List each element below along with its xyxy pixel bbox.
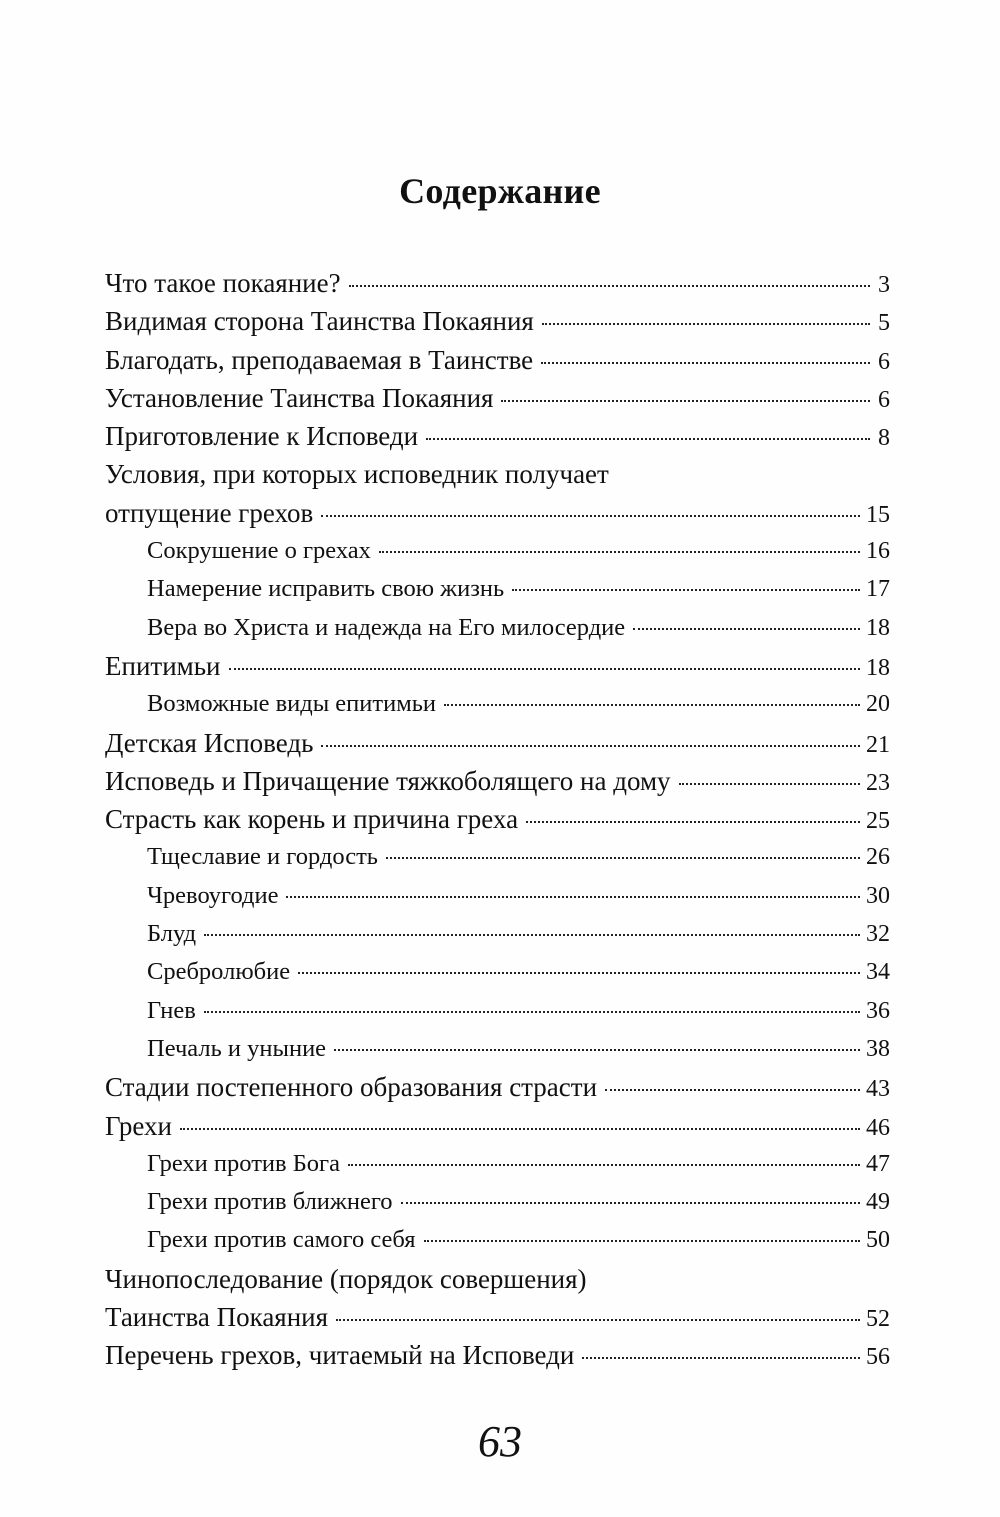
- toc-entry[interactable]: [105, 379, 890, 417]
- toc-entry-title: Чревоугодие: [147, 881, 279, 909]
- toc-entry-row: [105, 953, 890, 991]
- toc-entry-page: 52: [866, 1306, 890, 1333]
- toc-entry-row: [105, 379, 890, 417]
- dot-leader: [501, 400, 870, 402]
- toc-entry[interactable]: [105, 1107, 890, 1145]
- toc-entry-row: [105, 877, 890, 915]
- toc-entry-row: [105, 1107, 890, 1145]
- toc-entry-page: 36: [866, 997, 890, 1024]
- toc-entry[interactable]: [105, 724, 890, 762]
- toc-entry-row: [105, 1145, 890, 1183]
- page-number: 63: [478, 1417, 522, 1466]
- dot-leader: [426, 438, 870, 440]
- dot-leader: [541, 362, 870, 364]
- toc-entry[interactable]: [105, 1068, 890, 1106]
- toc-entry-row: [105, 800, 890, 838]
- toc-entry-row: [105, 532, 890, 570]
- toc-entry-page: 6: [878, 348, 890, 375]
- toc-entry[interactable]: [105, 953, 890, 991]
- toc-entry-page: 5: [878, 310, 890, 337]
- toc-entry-title: Исповедь и Причащение тяжкоболящего на дому: [105, 765, 671, 796]
- toc-entry[interactable]: [105, 1183, 890, 1221]
- toc-entry-title: Установление Таинства Покаяния: [105, 382, 494, 413]
- toc-entry-page: 32: [866, 921, 890, 948]
- toc-entry-page: 43: [866, 1076, 890, 1103]
- toc-entry-row: [105, 1298, 890, 1336]
- dot-leader: [321, 745, 860, 747]
- toc-entry-row: [105, 1068, 890, 1106]
- toc-entry-page: 47: [866, 1150, 890, 1177]
- toc-entry-page: 8: [878, 425, 890, 452]
- toc-entry-row: [105, 609, 890, 647]
- dot-leader: [334, 1049, 860, 1051]
- dot-leader: [679, 783, 860, 785]
- toc-entry[interactable]: [105, 647, 890, 685]
- toc-entry[interactable]: [105, 455, 890, 532]
- dot-leader: [526, 821, 860, 823]
- toc-entry-row: [105, 762, 890, 800]
- toc-entry-title: Грехи против Бога: [147, 1149, 340, 1177]
- dot-leader: [180, 1128, 860, 1130]
- toc-entry[interactable]: [105, 570, 890, 608]
- toc-entry-title: Перечень грехов, читаемый на Исповеди: [105, 1340, 575, 1371]
- toc-entry-row: [105, 570, 890, 608]
- dot-leader: [386, 857, 860, 859]
- toc-entry-row: [105, 417, 890, 455]
- toc-entry-page: 3: [878, 272, 890, 298]
- dot-leader: [424, 1240, 861, 1242]
- toc-entry-page: 30: [866, 882, 890, 909]
- toc-entry-title: Грехи: [105, 1110, 172, 1141]
- toc-entry[interactable]: [105, 992, 890, 1030]
- toc-entry[interactable]: [105, 800, 890, 838]
- toc-entry-row: [105, 647, 890, 685]
- dot-leader: [286, 896, 860, 898]
- toc-entry[interactable]: [105, 1030, 890, 1068]
- toc-entry[interactable]: [105, 341, 890, 379]
- toc-entry-title: Детская Исповедь: [105, 727, 314, 758]
- dot-leader: [379, 551, 860, 553]
- dot-leader: [401, 1202, 860, 1204]
- toc-entry-title: Что такое покаяние?: [105, 268, 341, 298]
- toc-entry-title: Видимая сторона Таинства Покаяния: [105, 306, 534, 337]
- toc-entry-title: Сребролюбие: [147, 958, 291, 986]
- toc-entry-title-line1: Условия, при которых исповедник получает: [105, 459, 609, 490]
- toc-entry-page: 23: [866, 769, 890, 796]
- dot-leader: [444, 704, 860, 706]
- toc-entry-title: Епитимьи: [105, 650, 221, 681]
- toc-entry-row: [105, 1030, 890, 1068]
- toc-entry-title: Таинства Покаяния: [105, 1302, 329, 1333]
- toc-entry-row: [105, 724, 890, 762]
- toc-entry-row: [105, 685, 890, 723]
- dot-leader: [633, 628, 860, 630]
- dot-leader: [229, 668, 861, 670]
- toc-entry-row: [105, 341, 890, 379]
- toc-entry-title: Возможные виды епитимьи: [147, 690, 436, 718]
- toc-entry[interactable]: [105, 1336, 890, 1374]
- toc-entry-page: 18: [866, 654, 890, 681]
- toc-entry-row: [105, 1336, 890, 1374]
- toc-entry-page: 16: [866, 538, 890, 565]
- dot-leader: [542, 323, 870, 325]
- dot-leader: [321, 515, 860, 517]
- toc-entry-page: 38: [866, 1035, 890, 1062]
- toc-entry-title: отпущение грехов: [105, 497, 314, 528]
- dot-leader: [605, 1089, 860, 1091]
- toc-entry-page: 21: [866, 731, 890, 758]
- dot-leader: [298, 972, 860, 974]
- toc-entry-title: Приготовление к Исповеди: [105, 421, 419, 452]
- page-title: Содержание: [399, 171, 601, 211]
- toc-entry-row: [105, 1183, 890, 1221]
- toc-entry-row: [105, 302, 890, 340]
- toc-entry-row: [105, 494, 890, 532]
- toc-entry-title: Гнев: [147, 996, 196, 1024]
- toc-entry-title: Печаль и уныние: [147, 1034, 327, 1062]
- dot-leader: [582, 1357, 860, 1359]
- toc-entry[interactable]: [105, 1145, 890, 1183]
- table-of-contents: [105, 264, 890, 1375]
- toc-entry-row: [105, 915, 890, 953]
- toc-entry-title: Грехи против самого себя: [147, 1226, 416, 1254]
- toc-entry[interactable]: [105, 609, 890, 647]
- toc-entry[interactable]: [105, 685, 890, 723]
- toc-entry-title: Тщеславие и гордость: [147, 843, 378, 871]
- toc-entry-row: [105, 992, 890, 1030]
- dot-leader: [204, 1011, 860, 1013]
- dot-leader: [204, 934, 860, 936]
- toc-entry-title: Намерение исправить свою жизнь: [147, 575, 505, 603]
- toc-entry-row: [105, 264, 890, 302]
- toc-entry-title: Страсть как корень и причина греха: [105, 804, 519, 835]
- toc-entry-row: [105, 1221, 890, 1259]
- toc-entry[interactable]: [105, 1260, 890, 1337]
- toc-entry-page: 6: [878, 386, 890, 413]
- toc-entry[interactable]: [105, 417, 890, 455]
- toc-entry-row: [105, 838, 890, 876]
- toc-entry[interactable]: [105, 877, 890, 915]
- toc-entry-title: Сокрушение о грехах: [147, 537, 371, 565]
- dot-leader: [512, 589, 860, 591]
- toc-entry[interactable]: [105, 915, 890, 953]
- toc-entry-page: 34: [866, 959, 890, 986]
- toc-entry[interactable]: [105, 838, 890, 876]
- dot-leader: [349, 285, 870, 287]
- toc-entry[interactable]: [105, 302, 890, 340]
- toc-entry-title: Блуд: [147, 920, 197, 948]
- toc-entry-page: 25: [866, 808, 890, 835]
- toc-entry-page: 17: [866, 576, 890, 603]
- toc-entry[interactable]: [105, 762, 890, 800]
- toc-entry-page: 56: [866, 1344, 890, 1371]
- toc-entry-page: 26: [866, 844, 890, 871]
- toc-entry-page: 50: [866, 1227, 890, 1254]
- toc-entry-page: 46: [866, 1114, 890, 1141]
- toc-entry[interactable]: [105, 1221, 890, 1259]
- toc-entry[interactable]: [105, 532, 890, 570]
- toc-entry[interactable]: [105, 264, 890, 302]
- dot-leader: [348, 1164, 860, 1166]
- toc-entry-title-line1: Чинопоследование (порядок совершения): [105, 1263, 587, 1294]
- toc-entry-page: 15: [866, 501, 890, 528]
- toc-entry-title: Грехи против ближнего: [147, 1188, 393, 1216]
- toc-entry-title: Благодать, преподаваемая в Таинстве: [105, 344, 534, 375]
- toc-entry-page: 20: [866, 691, 890, 718]
- toc-entry-page: 49: [866, 1189, 890, 1216]
- toc-entry-page: 18: [866, 614, 890, 641]
- toc-entry-title: Стадии постепенного образования страсти: [105, 1072, 598, 1103]
- dot-leader: [336, 1319, 860, 1321]
- toc-entry-title: Вера во Христа и надежда на Его милосердие: [147, 613, 626, 641]
